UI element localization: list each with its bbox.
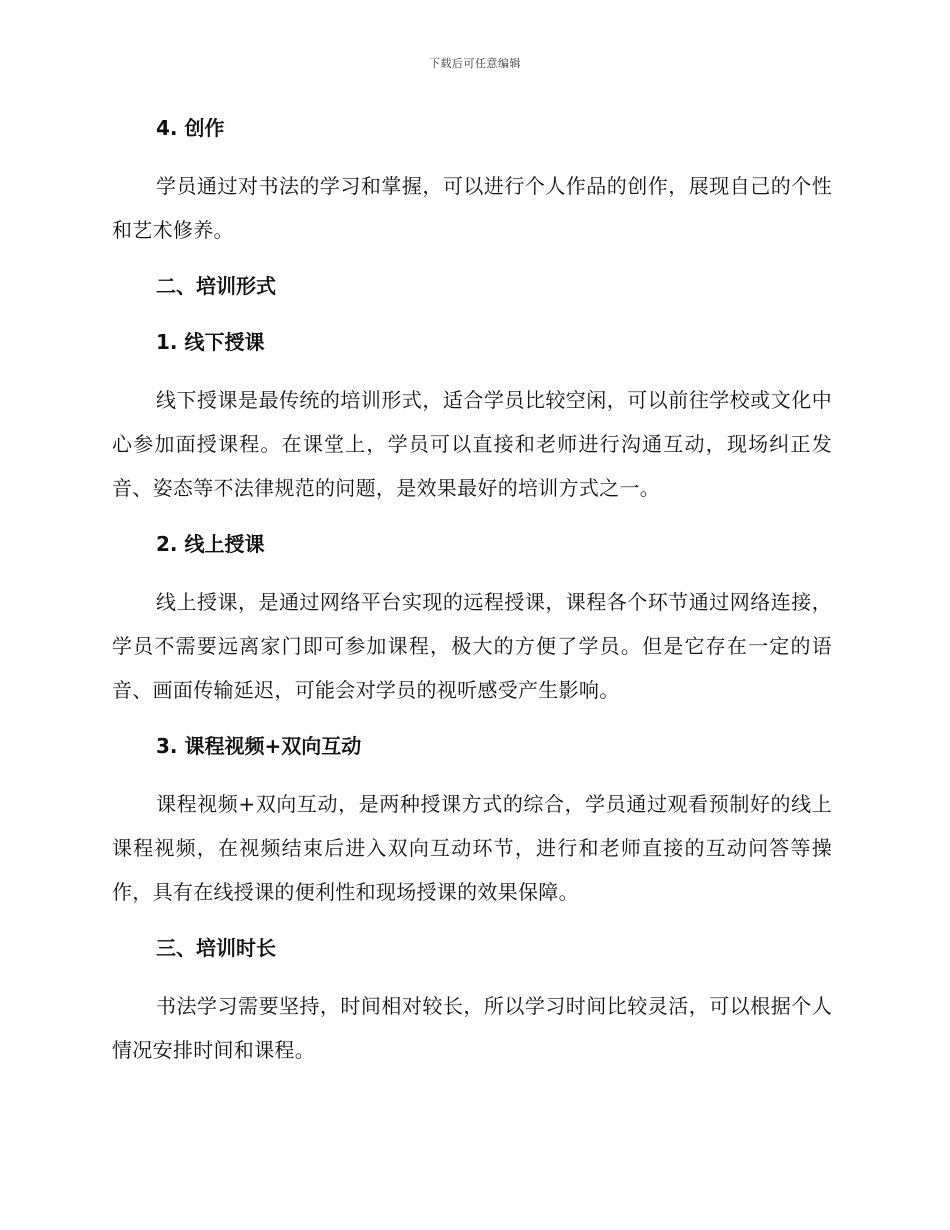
paragraph-training-duration: 书法学习需要坚持，时间相对较长，所以学习时间比较灵活，可以根据个人情况安排时间和课程。 (112, 994, 832, 1062)
subheading-online-class: 2. 线上授课 (156, 532, 265, 556)
document-body (112, 108, 832, 1086)
subheading-offline-class: 1. 线下授课 (156, 330, 265, 354)
subheading-video-interaction: 3. 课程视频+双向互动 (156, 734, 362, 758)
paragraph-video-interaction: 课程视频+双向互动，是两种授课方式的综合，学员通过观看预制好的线上课程视频，在视频结束后进入双向互动环节，进行和老师直接的互动问答等操作，具有在线授课的便利性和现场授课的效果保障。 (112, 792, 832, 904)
paragraph-online-class: 线上授课，是通过网络平台实现的远程授课，课程各个环节通过网络连接，学员不需要远离家门即可参加课程，极大的方便了学员。但是它存在一定的语音、画面传输延迟，可能会对学员的视听感受产生影响。 (112, 590, 832, 702)
section-heading-training-duration: 三、培训时长 (156, 936, 276, 960)
section-heading-creation: 4. 创作 (156, 116, 225, 140)
paragraph-offline-class: 线下授课是最传统的培训形式，适合学员比较空闲，可以前往学校或文化中心参加面授课程。在课堂上，学员可以直接和老师进行沟通互动，现场纠正发音、姿态等不法律规范的问题，是效果最好的培训方式之一。 (112, 388, 832, 500)
header-note: 下载后可任意编辑 (429, 57, 521, 70)
section-heading-training-format: 二、培训形式 (156, 274, 276, 298)
paragraph-creation: 学员通过对书法的学习和掌握，可以进行个人作品的创作，展现自己的个性和艺术修养。 (112, 174, 832, 242)
